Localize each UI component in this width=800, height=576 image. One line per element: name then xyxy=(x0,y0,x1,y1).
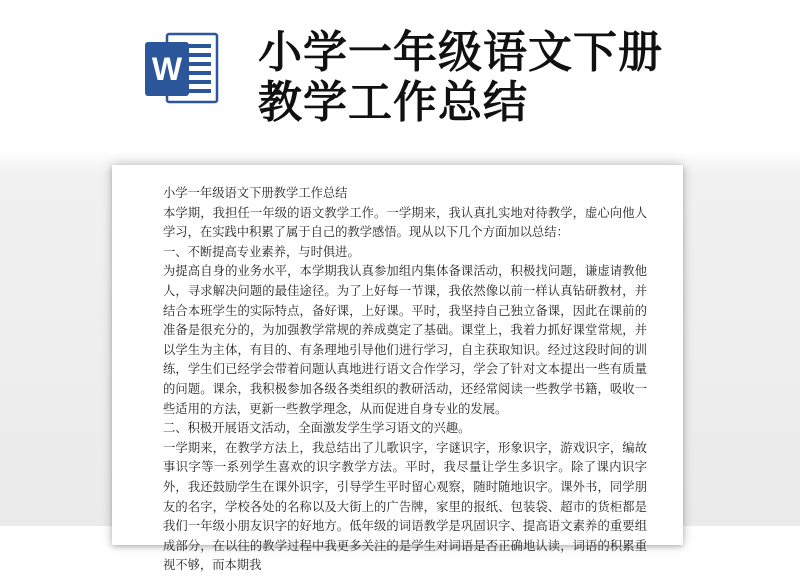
page-title xyxy=(258,28,788,128)
document-heading: 小学一年级语文下册教学工作总结 xyxy=(163,186,348,200)
word-document-icon xyxy=(143,28,219,108)
paragraph-1: 为提高自身的业务水平，本学期我认真参加组内集体备课活动，积极找问题，谦虚请教他人，寻求解决问题的最佳途径。为了上好每一节课，我依然像以前一样认真钻研教材，并结合本班学生的实际特点，备好课，上好课。平时，我坚持自己独立备课，因此在课前的准备是很充分的，为加强教学常规的养成奠定了基础。课堂上，我着力抓好课堂常规，并以学生为主体，有目的、有条理地引导他们进行学习，自主获取知识。经过这段时间的训练，学生们已经学会带着问题认真地进行语文合作学习，学会了针对文本提出一些有质量的问题。课余，我积极参加各级各类组织的教研活动，还经常阅读一些教学书籍，吸收一些适用的方法，更新一些教学理念，从而促进自身专业的发展。 xyxy=(163,264,647,416)
section-heading-1: 一、不断提高专业素养，与时俱进。 xyxy=(163,244,360,259)
paragraph-intro: 本学期，我担任一年级的语文教学工作。一学期来，我认真扎实地对待教学，虚心向他人学习，在实践中积累了属于自己的教学感悟。现从以下几个方面加以总结： xyxy=(163,205,647,240)
title-line-2: 教学工作总结 xyxy=(258,77,528,128)
svg-text:W: W xyxy=(151,51,183,87)
document-body xyxy=(163,184,647,576)
paragraph-2: 一学期来，在教学方法上，我总结出了儿歌识字，字谜识字，形象识字，游戏识字，编故事识字等一系列学生喜欢的识字教学方法。平时，我尽量让学生多识字。除了课内识字外，我还鼓励学生在课外识字，引导学生平时留心观察，随时随地识字。课外书，同学朋友的名字，学校各处的名称以及大街上的广告牌，家里的报纸、包装袋、超市的货柜都是我们一年级小朋友识字的好地方。低年级的词语教学是巩固识字、提高语文素养的重要组成部分，在以往的教学过程中我更多关注的是学生对词语是否正确地认读，词语的积累重视不够，而本期我 xyxy=(163,440,647,573)
section-heading-2: 二、积极开展语文活动，全面激发学生学习语文的兴趣。 xyxy=(163,421,471,436)
title-line-1: 小学一年级语文下册 xyxy=(258,27,663,78)
header xyxy=(0,0,800,150)
